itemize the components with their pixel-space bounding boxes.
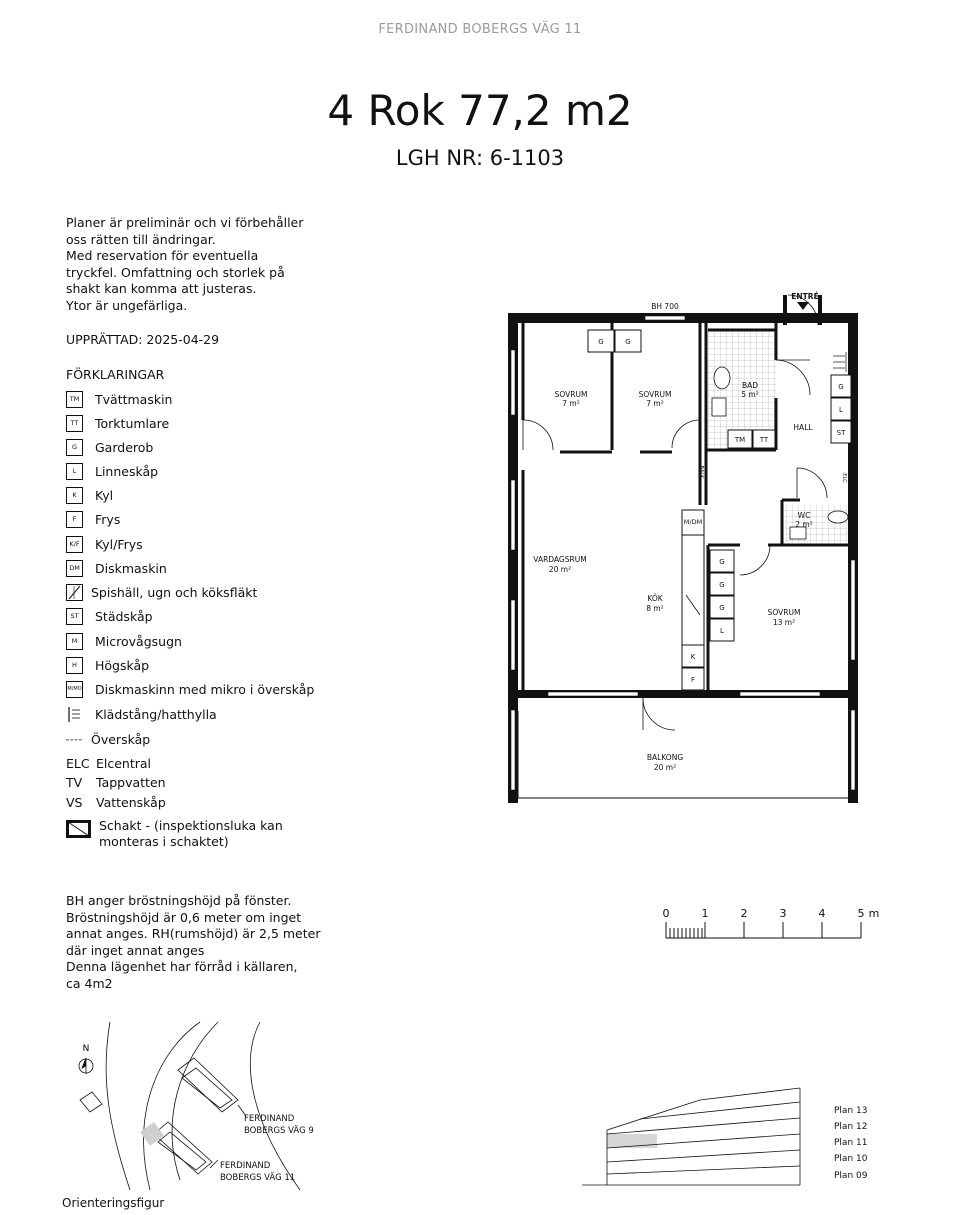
disclaimer [66,215,326,314]
legend-label: Frys [95,511,121,527]
note-line: där inget annat anges [66,942,205,958]
legend-item [66,534,143,554]
fixture-code: G [719,581,725,589]
legend-code: M [66,633,83,650]
fixture-code: G [719,604,725,612]
legend-item [66,792,166,812]
legend-item [66,606,153,626]
walls [508,295,858,803]
room-name: BAD [741,381,759,390]
legend-item [66,704,217,724]
fixture-code: TT [759,436,769,444]
room-name: KÖK [647,594,663,603]
legend-code: DM [66,560,83,577]
legend-code: K [66,487,83,504]
legend-heading: FÖRKLARINGAR [66,367,165,382]
legend-label: Vattenskåp [96,794,166,810]
page-title: 4 Rok 77,2 m2 [327,86,633,135]
floor-section [575,1080,875,1190]
room-area: 7 m² [562,399,580,408]
legend-code: TT [66,415,83,432]
legend-code: G [66,439,83,456]
legend-item [66,558,167,578]
legend-item [66,655,149,675]
legend-item [66,485,113,505]
legend-label: Tvättmaskin [95,391,173,407]
legend-label: Diskmaskin [95,560,167,576]
apartment-number: LGH NR: 6-1103 [395,146,565,170]
room-area: 13 m² [772,618,796,627]
toilet-icon [714,367,730,389]
orientation-label: Orienteringsfigur [62,1196,165,1210]
disclaimer-line: Planer är preliminär och vi förbehåller [66,215,304,230]
legend-code: M/MO [66,681,83,698]
fixture-code: K [690,653,696,661]
scale-tick-label: 0 [662,907,670,920]
legend-label: Elcentral [96,755,152,771]
entrance-label: ENTRÉ [791,292,819,301]
building-label: FERDINAND [244,1114,295,1124]
note-line: annat anges. RH(rumshöjd) är 2,5 meter [66,926,321,941]
disclaimer-line: oss rätten till ändringar. [66,231,216,247]
disclaimer-line: Med reservation för eventuella [66,248,259,263]
room-name: HALL [793,423,813,432]
legend-label: Högskåp [95,657,150,673]
room-area: 2 m² [795,520,813,529]
building-label: BOBERGS VÄG 9 [244,1126,314,1136]
fixture-code: G [838,383,844,391]
legend-item [66,772,166,792]
legend-code: L [66,463,83,480]
room-name: WC [797,511,811,520]
disclaimer-line: tryckfel. Omfattning och storlek på [66,264,285,280]
legend-label: Garderob [95,439,154,455]
scale-bar [655,902,880,942]
shaft-label: Schakt - (inspektionsluka kan [99,818,283,833]
legend-item [66,389,172,409]
legend-label: Torktumlare [95,415,170,431]
room-name: BALKONG [646,753,684,762]
disclaimer-line: shakt kan komma att justeras. [66,281,257,296]
legend-code: TV [66,774,83,790]
legend-item [66,631,182,651]
scale-tick-label: 5 [857,907,865,920]
legend-label: Städskåp [95,608,153,624]
legend-label: Klädstång/hatthylla [95,706,217,722]
legend-item [66,461,158,481]
legend-label: Microvågsugn [95,633,182,649]
room-name: SOVRUM [767,608,801,617]
legend-label: Överskåp [91,731,151,747]
room-area: 20 m² [548,565,572,574]
scale-tick-label: 1 [701,907,709,920]
legend-item [66,729,150,749]
note-line: ca 4m2 [66,975,113,991]
fixture-code: G [625,338,631,346]
room-area: 20 m² [653,763,677,772]
scale-tick-label: 4 [818,907,826,920]
overhead-cabinet-icon [66,731,83,748]
legend-label: Tappvatten [96,774,166,790]
room-area: 7 m² [646,399,664,408]
legend-item [66,753,151,773]
window-height-note [66,893,346,992]
note-line: Denna lägenhet har förråd i källaren, [66,959,298,974]
window-height-label: BH 700 [651,302,679,311]
room-area: 8 m² [646,604,664,613]
fixture-code: BALK [698,465,704,479]
shaft-icon [66,820,91,842]
legend-shaft [66,818,283,850]
stove-icon [66,584,83,601]
room-name: VARDAGSRUM [533,555,587,564]
note-line: Bröstningshöjd är 0,6 meter om inget [66,909,302,925]
floor-label: Plan 11 [834,1138,868,1148]
scale-tick-label: 3 [779,907,787,920]
clothes-rail-icon [66,706,83,723]
scale-unit: m [868,907,880,920]
clothes-rail-icon [833,352,846,372]
floor-label: Plan 10 [834,1154,868,1164]
sink-icon [712,398,726,416]
shaft-label: monteras i schaktet) [99,834,229,849]
floor-label: Plan 13 [834,1106,868,1116]
legend-code: ELC [66,755,90,771]
building-label: FERDINAND [220,1161,271,1171]
legend-code: TM [66,391,83,408]
fixture-code: M/DM [683,518,703,526]
legend-label: Kyl/Frys [95,536,143,552]
legend-code: K/F [66,536,83,553]
fixture-code: ST [836,429,846,437]
legend-code: F [66,511,83,528]
fixture-code: ELC [841,473,847,483]
entrance-arrow-icon [797,302,809,310]
legend-label: Linneskåp [95,463,159,479]
fixture-code: TM [734,436,746,444]
building-label: BOBERGS VÄG 11 [220,1173,296,1183]
created-date: UPPRÄTTAD: 2025-04-29 [66,332,220,347]
legend-code: H [66,657,83,674]
legend-item [66,509,120,529]
north-label: N [82,1044,90,1054]
fixture-code: G [598,338,604,346]
room-name: SOVRUM [554,390,588,399]
legend-item [66,437,153,457]
project-address: FERDINAND BOBERGS VÄG 11 [378,22,582,37]
floor-label: Plan 09 [834,1171,868,1181]
floor-label: Plan 12 [834,1122,868,1132]
legend-item [66,679,314,699]
fixture-code: L [839,406,843,414]
room-name: SOVRUM [638,390,672,399]
fixture-code: F [690,676,696,684]
legend-code: ST [66,608,83,625]
legend-label: Spishäll, ugn och köksfläkt [91,584,258,600]
legend-item [66,582,257,602]
legend-code: VS [66,794,83,810]
scale-tick-label: 2 [740,907,748,920]
legend-label: Kyl [95,487,114,503]
wc-toilet-icon [828,511,848,523]
room-area: 5 m² [741,390,759,399]
disclaimer-line: Ytor är ungefärliga. [66,297,188,313]
legend-item [66,413,169,433]
fixture-code: G [719,558,725,566]
fixture-code: L [720,627,724,635]
legend-label: Diskmaskinn med mikro i överskåp [95,681,315,697]
note-line: BH anger bröstningshöjd på fönster. [66,893,292,908]
floor-plan [500,285,870,810]
orientation-map [60,1015,360,1195]
